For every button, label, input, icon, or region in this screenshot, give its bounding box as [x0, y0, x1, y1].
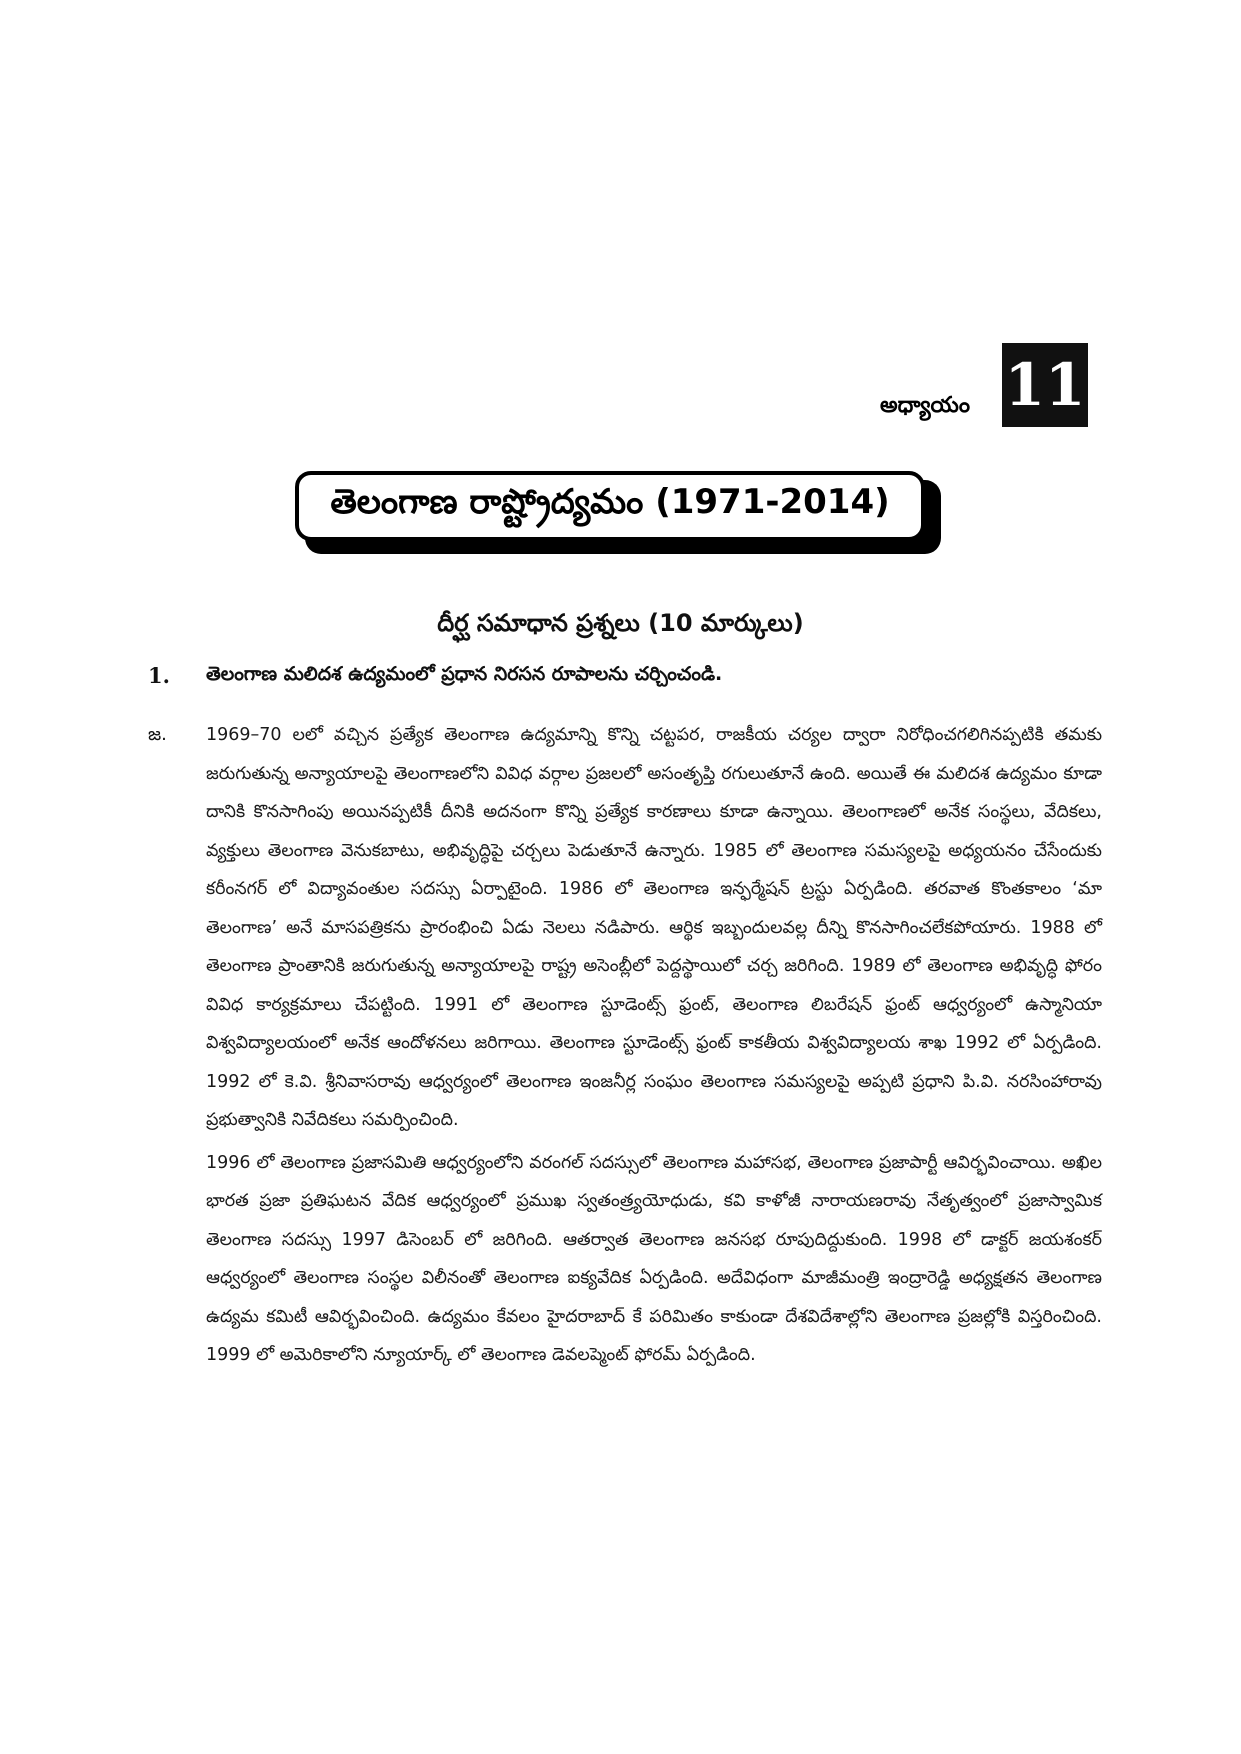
answer-label: జ. — [148, 724, 167, 745]
chapter-label: అధ్యాయం — [880, 393, 971, 418]
chapter-title-box — [295, 471, 925, 541]
chapter-number: 11 — [1004, 351, 1086, 419]
answer-body — [206, 716, 1102, 1375]
answer-paragraph: 1969–70 లలో వచ్చిన ప్రత్యేక తెలంగాణ ఉద్యమాన్ని కొన్ని చట్టపర, రాజకీయ చర్యల ద్వారా నిరోధించగలిగినప్పటికి తమకు జరుగుతున్న అన్యాయాలపై తెలంగాణలోని వివిధ వర్గాల ప్రజలలో అసంతృప్తి రగులుతూనే ఉంది. అయితే ఈ మలిదశ ఉద్యమం కూడా దానికి కొనసాగింపు అయినప్పటికీ దీనికి అదనంగా కొన్ని ప్రత్యేక కారణాలు కూడా ఉన్నాయి. తెలంగాణలో అనేక సంస్థలు, వేదికలు, వ్యక్తులు తెలంగాణ వెనుకబాటు, అభివృద్ధిపై చర్చలు పెడుతూనే ఉన్నారు. 1985 లో తెలంగాణ సమస్యలపై అధ్యయనం చేసేందుకు కరీంనగర్ లో విద్యావంతుల సదస్సు ఏర్పాటైంది. 1986 లో తెలంగాణ ఇన్ఫర్మేషన్ ట్రస్టు ఏర్పడింది. తరవాత కొంతకాలం ‘మా తెలంగాణ’ అనే మాసపత్రికను ప్రారంభించి ఏడు నెలలు నడిపారు. ఆర్థిక ఇబ్బందులవల్ల దీన్ని కొనసాగించలేకపోయారు. 1988 లో తెలంగాణ ప్రాంతానికి జరుగుతున్న అన్యాయాలపై రాష్ట్ర అసెంబ్లీలో పెద్దస్థాయిలో చర్చ జరిగింది. 1989 లో తెలంగాణ అభివృద్ధి ఫోరం వివిధ కార్యక్రమాలు చేపట్టింది. 1991 లో తెలంగాణ స్టూడెంట్స్ ఫ్రంట్, తెలంగాణ లిబరేషన్ ఫ్రంట్ ఆధ్వర్యంలో ఉస్మానియా విశ్వవిద్యాలయంలో అనేక ఆందోళనలు జరిగాయి. తెలంగాణ స్టూడెంట్స్ ఫ్రంట్ కాకతీయ విశ్వవిద్యాలయ శాఖ 1992 లో ఏర్పడింది. 1992 లో కె.వి. శ్రీనివాసరావు ఆధ్వర్యంలో తెలంగాణ ఇంజనీర్ల సంఘం తెలంగాణ సమస్యలపై అప్పటి ప్రధాని పి.వి. నరసింహారావు ప్రభుత్వానికి నివేదికలు సమర్పించింది. — [206, 725, 1102, 1130]
chapter-number-box — [1002, 343, 1088, 427]
section-heading: దీర్ఘ సమాధాన ప్రశ్నలు (10 మార్కులు) — [437, 609, 804, 637]
question-text: తెలంగాణ మలిదశ ఉద్యమంలో ప్రధాన నిరసన రూపాలను చర్చించండి. — [206, 663, 723, 685]
chapter-title: తెలంగాణ రాష్ట్రోద్యమం (1971-2014) — [330, 482, 890, 522]
question-number: 1. — [148, 663, 170, 688]
answer-paragraph: 1996 లో తెలంగాణ ప్రజాసమితి ఆధ్వర్యంలోని వరంగల్ సదస్సులో తెలంగాణ మహాసభ, తెలంగాణ ప్రజాపార్టీ ఆవిర్భవించాయి. అఖిల భారత ప్రజా ప్రతిఘటన వేదిక ఆధ్వర్యంలో ప్రముఖ స్వతంత్ర్యయోధుడు, కవి కాళోజీ నారాయణరావు నేతృత్వంలో ప్రజాస్వామిక తెలంగాణ సదస్సు 1997 డిసెంబర్ లో జరిగింది. ఆతర్వాత తెలంగాణ జనసభ రూపుదిద్దుకుంది. 1998 లో డాక్టర్ జయశంకర్ ఆధ్వర్యంలో తెలంగాణ సంస్థల విలీనంతో తెలంగాణ ఐక్యవేదిక ఏర్పడింది. అదేవిధంగా మాజీమంత్రి ఇంద్రారెడ్డి అధ్యక్షతన తెలంగాణ ఉద్యమ కమిటీ ఆవిర్భవించింది. ఉద్యమం కేవలం హైదరాబాద్ కే పరిమితం కాకుండా దేశవిదేశాల్లోని తెలంగాణ ప్రజల్లోకి విస్తరించింది. 1999 లో అమెరికాలోని న్యూయార్క్ లో తెలంగాణ డెవలప్మెంట్ ఫోరమ్ ఏర్పడింది. — [206, 1152, 1102, 1365]
answer-row — [148, 716, 1102, 1375]
question-row — [148, 663, 1098, 690]
